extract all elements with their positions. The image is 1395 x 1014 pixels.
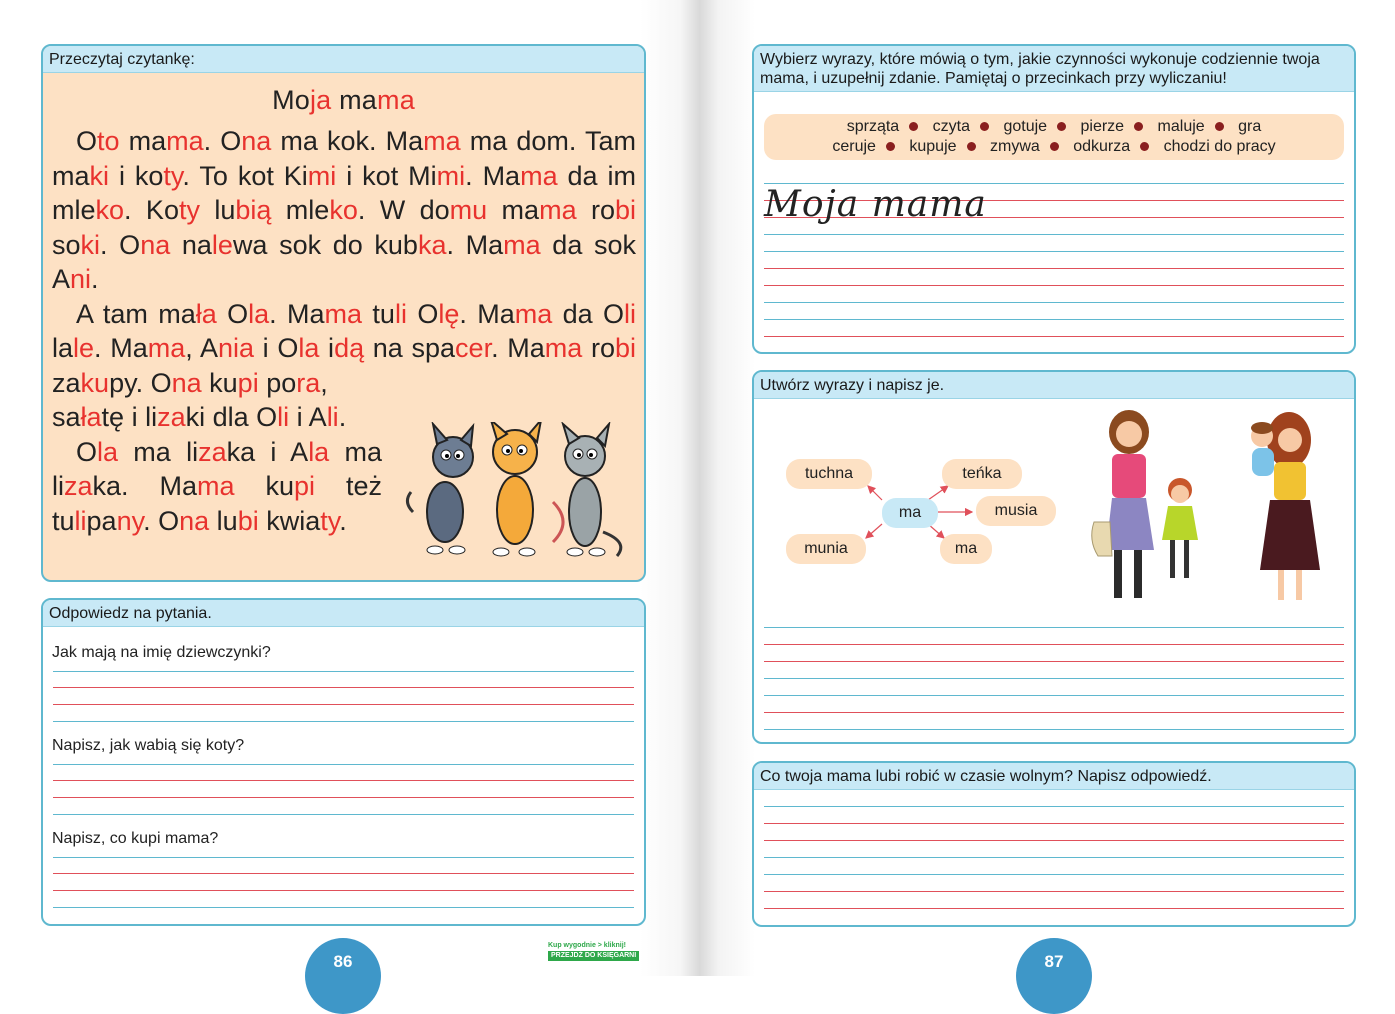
bullet-dot-icon <box>1140 142 1149 151</box>
word: zmywa <box>989 138 1040 155</box>
question-1: Jak mają na imię dziewczynki? <box>52 644 271 661</box>
reading-title: Moja mama <box>272 85 415 115</box>
word: kupuje <box>909 138 957 155</box>
cursive-text: Moja mama <box>764 184 987 225</box>
word: ceruje <box>832 138 876 155</box>
task2-writing-lines[interactable] <box>764 626 1344 736</box>
bullet-dot-icon <box>1134 122 1143 131</box>
questions-panel <box>41 598 646 926</box>
questions-header: Odpowiedz na pytania. <box>43 600 644 627</box>
page-number-right: 87 <box>1016 938 1092 1014</box>
branch-chip: ma <box>940 534 992 564</box>
task2-header: Utwórz wyrazy i napisz je. <box>754 372 1354 399</box>
question-2: Napisz, jak wabią się koty? <box>52 737 245 754</box>
line-after: sałatę i lizaki dla Oli i Ali. <box>52 402 347 432</box>
cat-light-grey-icon <box>563 424 621 556</box>
word-bank <box>764 114 1344 160</box>
branch-chip: munia <box>786 534 866 564</box>
cat-orange-icon <box>491 422 563 556</box>
reading-panel <box>41 44 646 582</box>
question-3: Napisz, co kupi mama? <box>52 830 219 847</box>
reading-header: Przeczytaj czytankę: <box>43 46 644 73</box>
word: chodzi do pracy <box>1163 138 1276 155</box>
branch-chip: teńka <box>942 459 1022 489</box>
cat-grey-icon <box>407 424 473 554</box>
task3-writing-lines[interactable] <box>764 805 1344 921</box>
three-cats-illustration <box>403 422 631 562</box>
task2-panel <box>752 370 1356 744</box>
word: odkurza <box>1073 138 1131 155</box>
bullet-dot-icon <box>1057 122 1066 131</box>
branch-chip: tuchna <box>786 459 872 489</box>
word: gotuje <box>1003 118 1048 135</box>
word: czyta <box>932 118 970 135</box>
word: sprząta <box>846 118 900 135</box>
word: maluje <box>1157 118 1205 135</box>
word-row-1 <box>764 117 1344 137</box>
paragraph-3: Ola ma lizaka i Ala ma lizaka. Mama kupi też tulipany. Ona lubi kwiaty. <box>52 436 382 536</box>
task3-header: Co twoja mama lubi robić w czasie wolnym? Napisz odpowiedź. <box>754 763 1354 790</box>
ad-button[interactable]: PRZEJDŹ DO KSIĘGARNI <box>548 951 639 961</box>
book-spine <box>640 0 755 976</box>
bullet-dot-icon <box>1215 122 1224 131</box>
answer-lines-2[interactable] <box>53 763 634 819</box>
page-number-left: 86 <box>305 938 381 1014</box>
bullet-dot-icon <box>909 122 918 131</box>
task1-header: Wybierz wyrazy, które mówią o tym, jakie czynności wykonuje codziennie twoja mama, i uzupełnij zdanie. Pamiętaj o przecinkach przy wyliczaniu! <box>754 46 1354 92</box>
answer-lines-3[interactable] <box>53 856 634 912</box>
mother-and-children-illustration <box>1084 410 1334 610</box>
word: gra <box>1238 118 1262 135</box>
task1-panel <box>752 44 1356 354</box>
answer-lines-1[interactable] <box>53 670 634 726</box>
bookstore-ad[interactable] <box>548 941 639 961</box>
bullet-dot-icon <box>980 122 989 131</box>
paragraph-1: Oto mama. Ona ma kok. Mama ma dom. Tam maki i koty. To kot Kimi i kot Mimi. Mama da im mleko. Koty lubią mleko. W domu mama robi soki. Ona nalewa sok do kubka. Mama da sok Ani. <box>52 126 637 294</box>
branch-chip: musia <box>976 496 1056 526</box>
paragraph-2: A tam mała Ola. Mama tuli Olę. Mama da Oli lale. Mama, Ania i Ola idą na spacer. Mama robi zakupy. Ona kupi pora, <box>52 298 637 398</box>
center-chip: ma <box>882 498 938 528</box>
task3-panel <box>752 761 1356 927</box>
bullet-dot-icon <box>967 142 976 151</box>
word-row-2 <box>764 137 1344 157</box>
ad-line-1: Kup wygodnie > kliknij! <box>548 942 626 949</box>
word: pierze <box>1080 118 1125 135</box>
bullet-dot-icon <box>1050 142 1059 151</box>
bullet-dot-icon <box>886 142 895 151</box>
